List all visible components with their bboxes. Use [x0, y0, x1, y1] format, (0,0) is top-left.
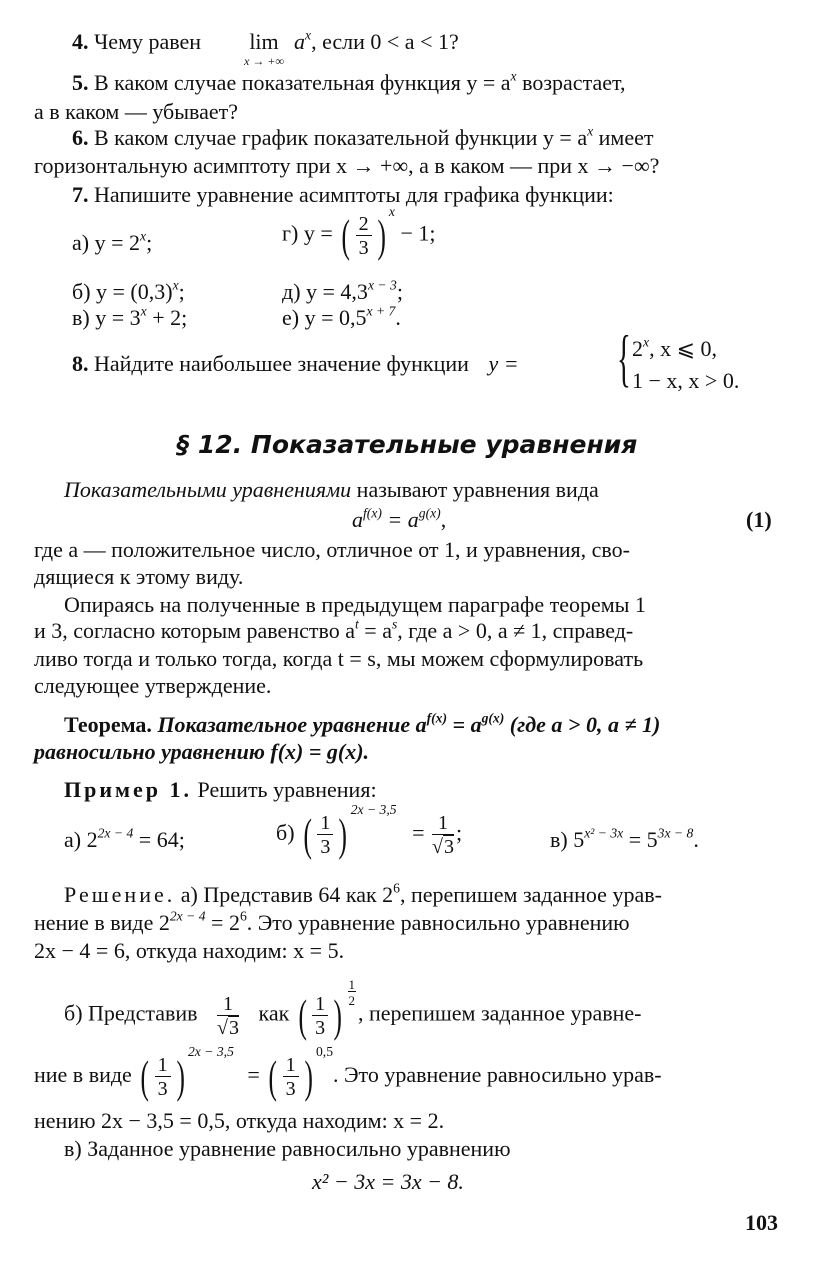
lim-subscript: x → +∞: [244, 54, 284, 68]
q4-base: a: [294, 29, 305, 54]
sol-b1pnum: 1: [312, 994, 328, 1016]
sol-b2den2: 3: [285, 1077, 296, 1100]
question-6: [72, 123, 654, 150]
solution-b-line1: [64, 978, 642, 1039]
question-8: [72, 353, 519, 375]
formula-end: ,: [440, 507, 447, 532]
q6-text-end: имеет: [593, 125, 654, 150]
para-sup1: t: [354, 616, 359, 632]
sol-a1end: , перепишем заданное урав-: [399, 882, 662, 907]
solution-b-line3: нению 2x − 3,5 = 0,5, откуда находим: x = 2.: [34, 1108, 445, 1133]
theorem-line1: [64, 710, 661, 737]
q7b-end: ;: [178, 279, 185, 304]
q6-number: 6.: [72, 125, 89, 150]
q7g-den: 3: [358, 236, 369, 259]
para-l2a: и 3, согласно которым равенство a: [34, 618, 355, 643]
paragraph-line2: [34, 616, 634, 643]
paragraph-line4: следующее утверждение.: [34, 673, 272, 698]
ex-v-label: в) 5: [550, 827, 585, 852]
q8-case1-base: 2: [632, 336, 643, 361]
q7v-label: в) y = 3: [72, 305, 141, 330]
theorem-s2: g(x): [481, 710, 505, 726]
q4-number: 4.: [72, 29, 89, 54]
ex-b-eq: =: [412, 819, 425, 845]
q7a-sup: x: [140, 228, 147, 244]
sol-b1sden: 2: [348, 993, 355, 1008]
q8-case1-rest: , x ⩽ 0,: [649, 336, 717, 361]
sol-b2num2: 1: [283, 1055, 299, 1077]
sol-b2: ние в виде: [34, 1061, 132, 1087]
paren-right: ): [176, 1050, 185, 1102]
question-4: [72, 31, 201, 53]
theorem-t3: (где a > 0, a ≠ 1): [504, 712, 661, 737]
sol-b2end: . Это уравнение равносильно урав-: [333, 1061, 662, 1087]
example-header: [64, 779, 377, 801]
q8-number: 8.: [72, 351, 89, 376]
q7d-label: д) y = 4,3: [282, 279, 368, 304]
q7a-end: ;: [146, 230, 153, 255]
q6-sup: x: [587, 123, 594, 139]
sol-b2-fraction: [155, 1055, 171, 1099]
solution-label: Решение.: [64, 882, 176, 907]
definition-line3: где a — положительное число, отличное от 1, и уравнения, сво-: [34, 537, 630, 562]
q8-text: Найдите наибольшее значение функции: [94, 351, 469, 376]
paren-left: (: [298, 989, 307, 1041]
q7g-sup: x: [388, 204, 395, 219]
formula-number: (1): [746, 507, 772, 532]
solution-a-line2: [34, 908, 630, 935]
paren-right: ): [377, 209, 386, 261]
sol-b2sup2: 0,5: [315, 1044, 333, 1059]
formula-fx: f(x): [363, 505, 382, 521]
q7g-end: − 1;: [394, 220, 436, 246]
theorem-t2: = a: [447, 712, 482, 737]
sol-b2num: 1: [155, 1055, 171, 1077]
sol-b2eq: =: [247, 1061, 260, 1087]
sol-a1: а) Представив 64 как 2: [175, 882, 394, 907]
paren-left: (: [268, 1050, 278, 1102]
q5-text: В каком случае показательная функция y = a: [94, 70, 511, 95]
paren-right: ): [333, 989, 343, 1041]
q4-limit: [244, 31, 284, 67]
ex-b-label: б): [276, 819, 295, 845]
q5-sup: x: [510, 68, 517, 84]
q7e-sup: x + 7: [366, 303, 396, 319]
q7g-num: 2: [356, 214, 372, 236]
q7b-sup: x: [172, 277, 179, 293]
q8-case2: 1 − x, x > 0.: [632, 368, 740, 393]
ex-b-rden: 3: [444, 835, 454, 858]
q7-item-a: [72, 228, 153, 255]
solution-v-line1: в) Заданное уравнение равносильно уравнению: [64, 1136, 511, 1161]
q7d-end: ;: [396, 279, 403, 304]
q5-line2: а в каком — убывает?: [34, 99, 239, 124]
q7v-sup: x: [140, 303, 147, 319]
ex-a-label: а) 2: [64, 827, 98, 852]
sol-a2b: = 2: [205, 910, 240, 935]
q7g-label: г) y =: [282, 220, 333, 246]
sol-a2a: нение в виде 2: [34, 910, 170, 935]
sol-a2sup: 2x − 4: [169, 908, 206, 924]
sol-a2sup2: 6: [239, 908, 247, 924]
question-7: [72, 184, 614, 206]
ex-b-rnum: 1: [432, 813, 454, 835]
q5-text-end: возрастает,: [516, 70, 626, 95]
sol-b1-exp: [348, 978, 357, 1007]
lim-operator: lim: [249, 29, 279, 54]
ex-v-mid: = 5: [623, 827, 658, 852]
sol-b1den: 3: [229, 1016, 240, 1039]
theorem-label: Теорема.: [64, 712, 152, 737]
sol-b2-fraction2: [283, 1055, 299, 1099]
example-a: [64, 825, 185, 852]
formula-gx: g(x): [418, 505, 441, 521]
paragraph-line3: ливо тогда и только тогда, когда t = s, мы можем сформулировать: [34, 646, 644, 671]
sol-a1sup: 6: [393, 880, 400, 896]
q6-text: В каком случае график показательной функции y = a: [94, 125, 588, 150]
sol-b1: б) Представив: [64, 1000, 198, 1026]
theorem-s1: f(x): [426, 710, 448, 726]
definition-line1: [64, 479, 599, 501]
formula-eq: = a: [381, 507, 419, 532]
sol-b1end: , перепишем заданное уравне-: [358, 1000, 642, 1026]
paren-left: (: [303, 808, 312, 860]
ex-a-sup: 2x − 4: [97, 825, 134, 841]
ex-b-den: 3: [320, 835, 331, 858]
paren-left: (: [341, 209, 351, 261]
example-text: Решить уравнения:: [192, 777, 377, 802]
q4-expression: [294, 27, 459, 54]
formula-a: a: [352, 507, 363, 532]
sqrt-icon: √: [432, 835, 443, 858]
paragraph-line1: Опираясь на полученные в предыдущем параграфе теоремы 1: [64, 592, 646, 617]
sqrt-icon: √: [217, 1016, 229, 1039]
para-l2b: = a: [358, 618, 392, 643]
q8-case1-sup: x: [643, 334, 650, 350]
sol-b1mid: как: [258, 1000, 290, 1026]
q8-case1: [632, 334, 717, 361]
q7b-label: б) y = (0,3): [72, 279, 173, 304]
curly-brace: {: [617, 322, 631, 393]
ex-v-end: .: [693, 827, 699, 852]
theorem-t1: Показательное уравнение a: [151, 712, 427, 737]
q7-item-v: [72, 303, 188, 330]
ex-b-fraction: [317, 813, 333, 857]
definition-term: Показательными уравнениями: [64, 477, 352, 502]
example-b: [276, 802, 463, 860]
sol-b2sup: 2x − 3,5: [187, 1044, 234, 1059]
sol-b1pden: 3: [315, 1016, 326, 1039]
sol-a2c: . Это уравнение равносильно уравнению: [246, 910, 630, 935]
paren-left: (: [140, 1050, 150, 1102]
ex-a-end: = 64;: [133, 827, 185, 852]
definition-text: называют уравнения вида: [351, 477, 599, 502]
q7v-end: + 2;: [146, 305, 188, 330]
paren-right: ): [304, 1050, 313, 1102]
q4-exp: x: [305, 27, 312, 43]
theorem-line2: равносильно уравнению f(x) = g(x).: [34, 739, 370, 764]
ex-v-sup: x² − 3x: [584, 825, 624, 841]
sol-b2den: 3: [157, 1077, 168, 1100]
ex-b-rhs-fraction: [432, 813, 454, 857]
para-sup2: s: [391, 616, 398, 632]
q7-item-e: [282, 303, 401, 330]
q4-text: Чему равен: [94, 29, 202, 54]
q7-item-g: [282, 204, 436, 261]
q7-item-d: [282, 277, 403, 304]
question-5: [72, 68, 626, 95]
q7-text: Напишите уравнение асимптоты для графика функции:: [94, 182, 614, 207]
q7e-end: .: [395, 305, 401, 330]
q7g-fraction: [356, 214, 372, 258]
q4-condition: , если 0 < a < 1?: [311, 29, 459, 54]
q7e-label: е) y = 0,5: [282, 305, 367, 330]
solution-a-line1: [64, 880, 662, 907]
q6-line2: горизонтальную асимптоту при x → +∞, а в каком — при x → −∞?: [34, 153, 660, 178]
q7-number: 7.: [72, 182, 89, 207]
ex-b-end: ;: [456, 819, 463, 845]
ex-b-sup: 2x − 3,5: [350, 802, 397, 817]
solution-b-line2: [34, 1044, 662, 1102]
sol-b1num: 1: [217, 994, 239, 1016]
sol-b1-fraction: [217, 994, 239, 1038]
q7-item-b: [72, 277, 185, 304]
section-title: § 12. Показательные уравнения: [176, 430, 638, 459]
page-number: 103: [745, 1210, 778, 1235]
sol-b1-pfraction: [312, 994, 328, 1038]
q7a-label: а) y = 2: [72, 230, 140, 255]
solution-v-equation: x² − 3x = 3x − 8.: [312, 1169, 464, 1194]
definition-line4: дящиеся к этому виду.: [34, 564, 244, 589]
paren-right: ): [338, 808, 348, 860]
example-label: Пример 1.: [64, 777, 193, 802]
formula-1: [352, 505, 447, 532]
ex-v-sup2: 3x − 8: [657, 825, 694, 841]
q7d-sup: x − 3: [367, 277, 397, 293]
solution-a-line3: 2x − 4 = 6, откуда находим: x = 5.: [34, 938, 345, 963]
ex-b-num: 1: [317, 813, 333, 835]
q8-y: y =: [488, 351, 519, 376]
sol-b1snum: 1: [348, 977, 355, 992]
para-l2c: , где a > 0, a ≠ 1, справед-: [397, 618, 634, 643]
q5-number: 5.: [72, 70, 89, 95]
example-v: [550, 825, 699, 852]
